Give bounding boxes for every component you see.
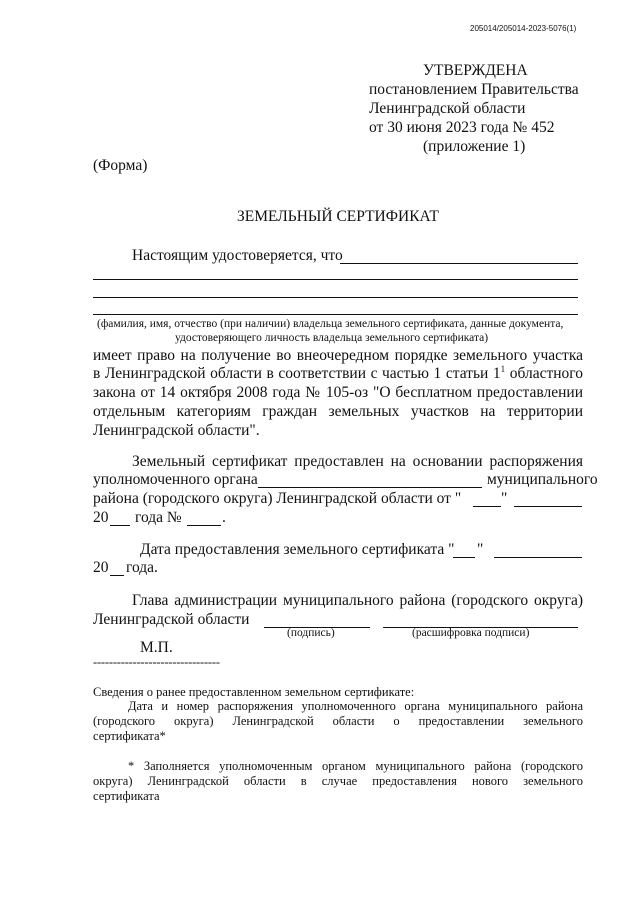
document-id: 205014/205014-2023-5076(1) xyxy=(470,24,577,33)
basis-line-1: Земельный сертификат предоставлен на основании распоряжения xyxy=(132,453,583,470)
form-label: (Форма) xyxy=(93,157,148,174)
owner-line-1 xyxy=(340,263,578,264)
authority-name-field[interactable] xyxy=(258,487,482,488)
intro-text: Настоящим удостоверяется, что xyxy=(132,247,343,264)
approval-line-4: (приложение 1) xyxy=(423,138,526,155)
approval-line-3: от 30 июня 2023 года № 452 xyxy=(369,119,555,136)
owner-caption-2: удостоверяющего личность владельца земельного сертификата) xyxy=(175,332,489,344)
right-para-line-5: Ленинградской области". xyxy=(93,422,260,439)
signature-caption: (подпись) xyxy=(287,627,335,639)
date-line-2b: года. xyxy=(126,559,158,576)
prev-info-line-2: (городского округа) Ленинградской области о предоставлении земельного xyxy=(93,714,583,728)
basis-line-2b: муниципального xyxy=(487,471,598,488)
owner-line-3 xyxy=(93,297,578,298)
order-month-field[interactable] xyxy=(514,506,582,507)
date-line-1b: " xyxy=(477,541,484,558)
separator: -------------------------------- xyxy=(93,655,220,669)
order-number-field[interactable] xyxy=(187,525,221,526)
owner-line-2 xyxy=(93,279,578,280)
footnote-line-2: округа) Ленинградской области в случае предоставления нового земельного xyxy=(93,774,583,788)
issue-month-field[interactable] xyxy=(494,557,582,558)
basis-line-2a: уполномоченного органа xyxy=(93,471,258,488)
approval-line-2: Ленинградской области xyxy=(369,100,526,117)
basis-line-4a: 20 xyxy=(93,509,109,526)
footnote-line-1: * Заполняется уполномоченным органом муниципального района (городского xyxy=(128,759,583,773)
order-day-field[interactable] xyxy=(473,506,501,507)
document-title: ЗЕМЕЛЬНЫЙ СЕРТИФИКАТ xyxy=(237,208,439,225)
right-para-line-1: имеет право на получение во внеочередном порядке земельного участка xyxy=(93,347,583,364)
prev-info-title: Сведения о ранее предоставленном земельном сертификате: xyxy=(93,685,415,699)
superscript-index: 1 xyxy=(500,364,506,374)
date-line-2a: 20 xyxy=(93,559,109,576)
approval-line-1: постановлением Правительства xyxy=(369,81,579,98)
basis-line-4b: года № xyxy=(135,509,182,526)
order-year-field[interactable] xyxy=(110,525,130,526)
date-line-1a: Дата предоставления земельного сертификата " xyxy=(140,541,455,558)
right-para-line-3: закона от 14 октября 2008 года № 105-оз "О бесплатном предоставлении xyxy=(93,384,583,401)
basis-line-4c: . xyxy=(222,509,226,526)
issue-day-field[interactable] xyxy=(453,557,475,558)
basis-line-3a: района (городского округа) Ленинградской области от " xyxy=(93,490,462,507)
prev-info-line-1: Дата и номер распоряжения уполномоченного органа муниципального района xyxy=(128,699,583,713)
approval-title: УТВЕРЖДЕНА xyxy=(423,62,528,79)
right-para-line-2: в Ленинградской области в соответствии с частью 1 статьи $1^1$ областного xyxy=(93,364,583,382)
basis-line-3b: " xyxy=(501,490,508,507)
owner-caption-1: (фамилия, имя, отчество (при наличии) владельца земельного сертификата, данные документа, xyxy=(97,318,564,330)
issue-year-field[interactable] xyxy=(110,575,124,576)
footnote-line-3: сертификата xyxy=(93,789,160,803)
head-line-2: Ленинградской области xyxy=(93,611,250,628)
stamp-place: М.П. xyxy=(140,639,173,656)
right-para-line-4: отдельным категориям граждан земельных участков на территории xyxy=(93,403,583,420)
prev-info-line-3: сертификата* xyxy=(93,729,166,743)
head-line-1: Глава администрации муниципального района (городского округа) xyxy=(132,592,583,609)
signature-decode-caption: (расшифровка подписи) xyxy=(412,627,530,639)
owner-line-4 xyxy=(93,314,578,315)
